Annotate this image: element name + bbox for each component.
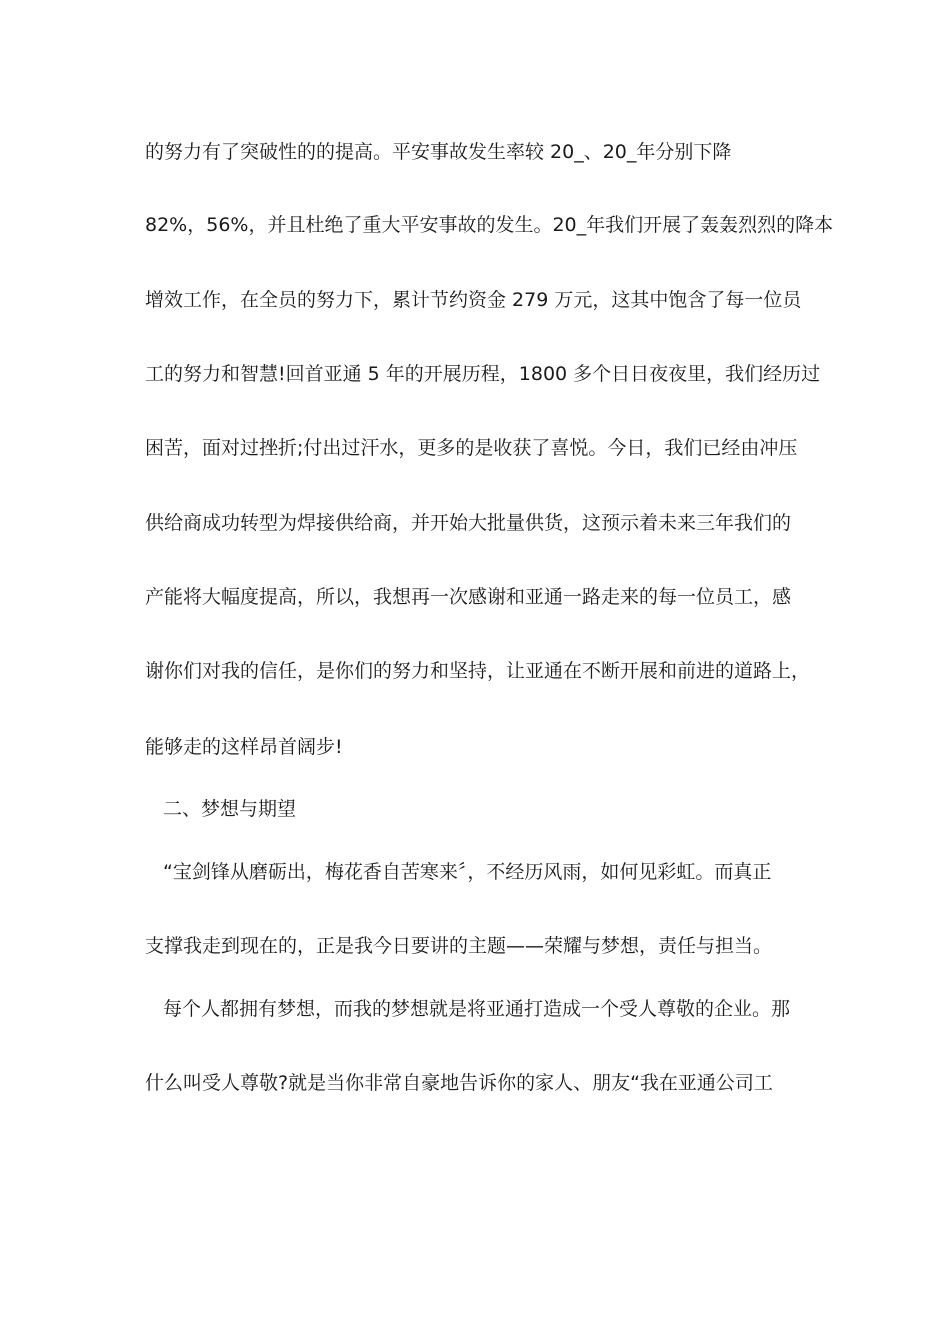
paragraph-line: 谢你们对我的信任，是你们的努力和坚持，让亚通在不断开展和前进的道路上， — [145, 660, 811, 682]
paragraph-line: 82%，56%，并且杜绝了重大平安事故的发生。20_年我们开展了轰轰烈烈的降本 — [145, 214, 834, 236]
paragraph-line: 支撑我走到现在的，正是我今日要讲的主题——荣耀与梦想，责任与担当。 — [145, 935, 773, 957]
section-heading: 二、梦想与期望 — [163, 798, 297, 820]
paragraph-line: 增效工作，在全员的努力下，累计节约资金 279 万元，这其中饱含了每一位员 — [145, 289, 802, 311]
paragraph-line: 每个人都拥有梦想，而我的梦想就是将亚通打造成一个受人尊敬的企业。那 — [163, 998, 791, 1020]
paragraph-line: “宝剑锋从磨砺出，梅花香自苦寒来〞，不经历风雨，如何见彩虹。而真正 — [163, 861, 772, 883]
paragraph-line: 产能将大幅度提高，所以，我想再一次感谢和亚通一路走来的每一位员工，感 — [145, 586, 792, 608]
paragraph-line: 什么叫受人尊敬?就是当你非常自豪地告诉你的家人、朋友“我在亚通公司工 — [145, 1072, 773, 1094]
paragraph-line: 的努力有了突破性的的提高。平安事故发生率较 20_、20_年分别下降 — [145, 141, 732, 163]
paragraph-line: 能够走的这样昂首阔步! — [145, 736, 343, 758]
paragraph-line: 工的努力和智慧!回首亚通 5 年的开展历程，1800 多个日日夜夜里，我们经历过 — [145, 363, 821, 385]
paragraph-line: 困苦，面对过挫折;付出过汗水，更多的是收获了喜悦。今日，我们已经由冲压 — [145, 437, 798, 459]
paragraph-line: 供给商成功转型为焊接供给商，并开始大批量供货，这预示着未来三年我们的 — [145, 512, 792, 534]
